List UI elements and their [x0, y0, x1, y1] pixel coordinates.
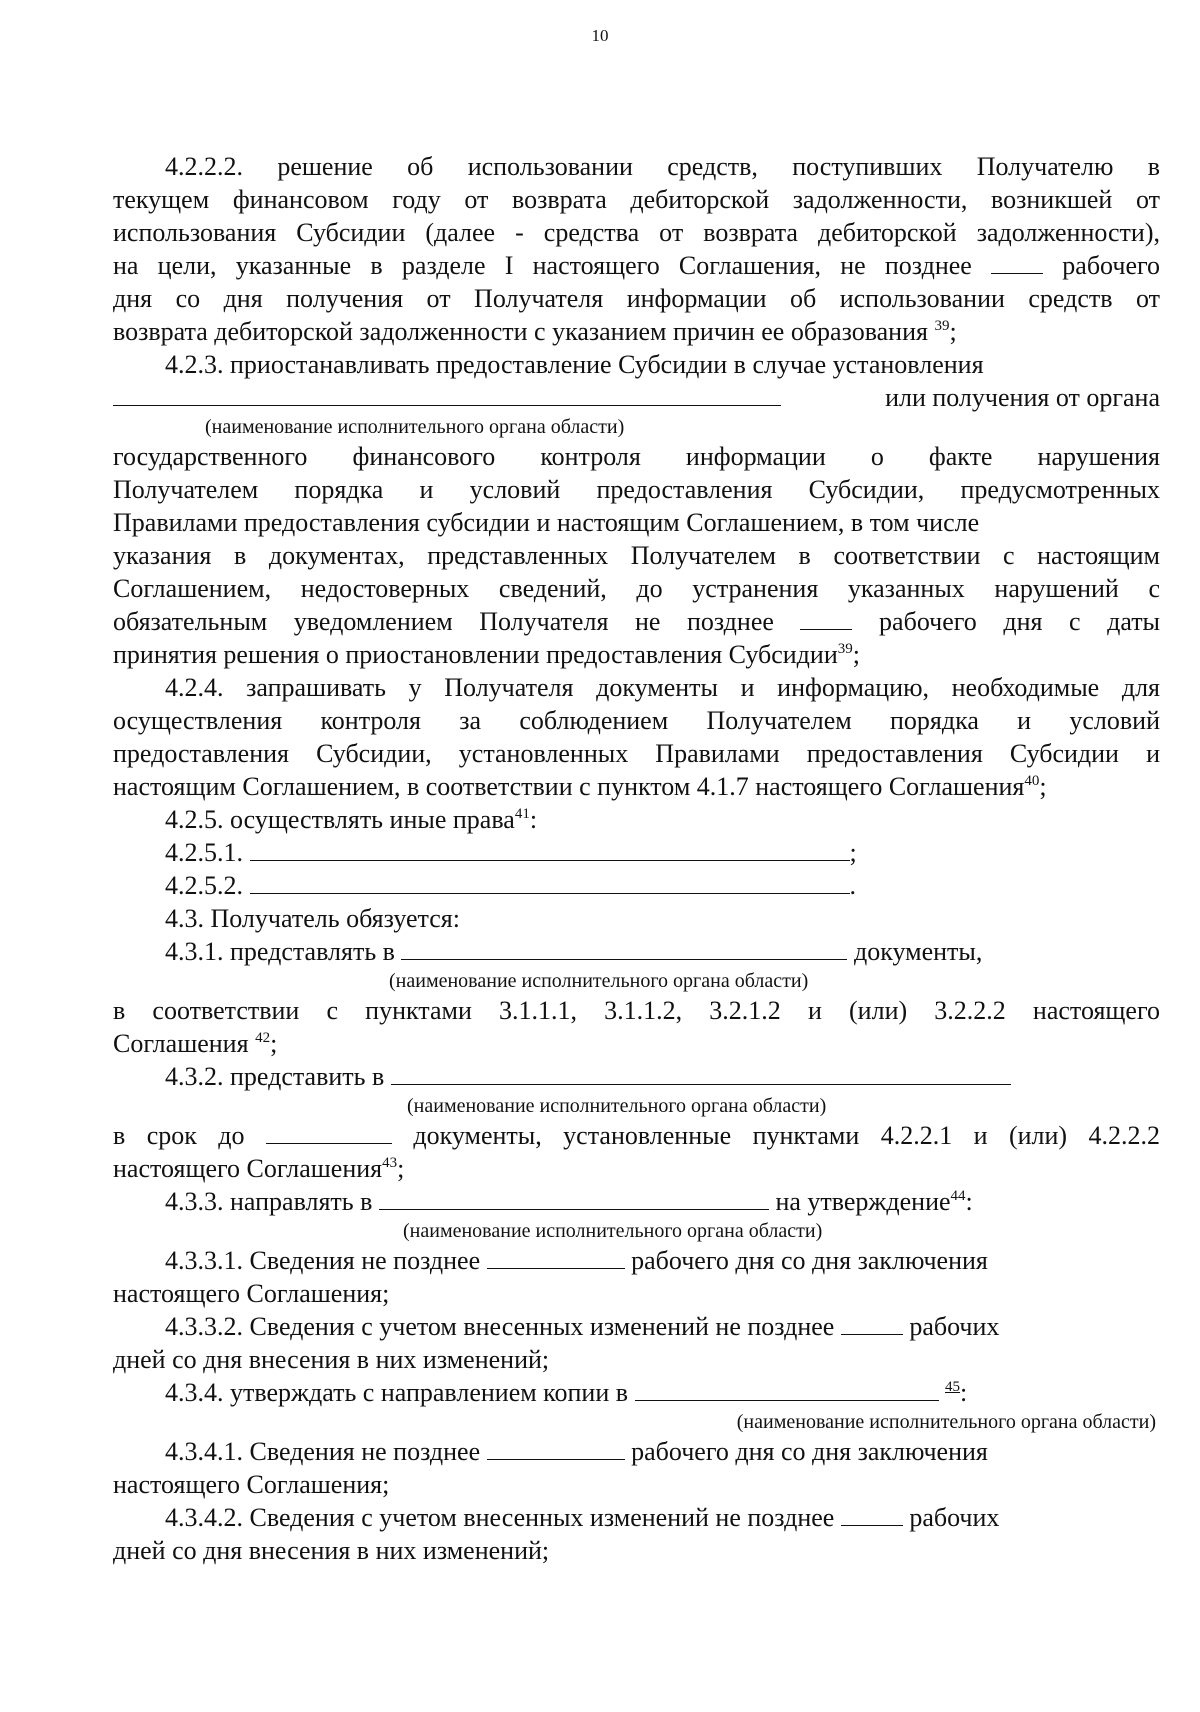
punctuation: ;	[949, 317, 957, 346]
clause-4-2-3	[113, 348, 1160, 671]
footnote-ref: 42	[255, 1030, 271, 1046]
text-segment: Соглашения	[113, 1029, 249, 1058]
text-line	[113, 249, 1160, 282]
blank-field	[250, 871, 850, 894]
document-body	[113, 150, 1160, 1567]
text-segment: рабочего	[1062, 251, 1161, 280]
text-segment: рабочего дня со дня заключения	[631, 1246, 988, 1275]
footnote-ref: 45	[945, 1379, 961, 1395]
field-caption: (наименование исполнительного органа области)	[205, 416, 625, 438]
text-line	[113, 1027, 1160, 1060]
text-segment: рабочего дня со дня заключения	[631, 1437, 988, 1466]
clause-4-3-3-2	[113, 1310, 1160, 1376]
text-line	[113, 1435, 1160, 1468]
footnote-ref: 41	[514, 806, 530, 822]
clause-4-3: 4.3. Получатель обязуется:	[165, 904, 460, 933]
clause-4-2-5-1	[113, 836, 1160, 869]
text-segment: 4.3.2. представить в	[165, 1062, 385, 1091]
text-segment: 4.3.4. утверждать с направлением копии в	[165, 1378, 629, 1407]
text-line	[113, 1501, 1160, 1534]
text-line: 4.2.2.2. решение об использовании средств, поступивших Получателю в	[165, 152, 1160, 181]
blank-field	[266, 1121, 392, 1144]
text-line	[113, 1185, 1160, 1218]
field-caption: (наименование исполнительного органа области)	[389, 970, 809, 992]
punctuation: .	[849, 871, 856, 900]
text-line: 4.2.4. запрашивать у Получателя документы и информацию, необходимые для	[165, 673, 1160, 702]
text-line	[113, 1060, 1160, 1093]
text-segment: 4.3.4.1. Сведения не позднее	[165, 1437, 481, 1466]
field-caption: (наименование исполнительного органа области)	[736, 1411, 1156, 1433]
text-line: Правилами предоставления субсидии и настоящим Соглашением, в том числе	[113, 508, 980, 537]
clause-4-3-4	[113, 1376, 1160, 1435]
text-segment: рабочих	[909, 1312, 1000, 1341]
punctuation: ;	[270, 1029, 278, 1058]
text-line	[113, 315, 1160, 348]
text-line: указания в документах, представленных Получателем в соответствии с настоящим	[113, 541, 1160, 570]
clause-4-3-1	[113, 935, 1160, 1060]
blank-field	[401, 937, 847, 960]
text-line: текущем финансовом году от возврата дебиторской задолженности, возникшей от	[113, 185, 1160, 214]
field-caption: (наименование исполнительного органа области)	[403, 1220, 823, 1242]
text-segment: 4.3.3.1. Сведения не позднее	[165, 1246, 481, 1275]
blank-field	[379, 1187, 769, 1210]
blank-field	[841, 1503, 903, 1526]
text-segment: 4.2.5. осуществлять иные права	[165, 805, 515, 834]
clause-4-2-5	[113, 803, 1160, 836]
field-caption: (наименование исполнительного органа области)	[407, 1095, 827, 1117]
text-segment: рабочего дня с даты	[879, 607, 1161, 636]
blank-field	[113, 383, 781, 406]
clause-4-3-4-2	[113, 1501, 1160, 1567]
clause-4-2-4	[113, 671, 1160, 803]
punctuation: ;	[852, 640, 860, 669]
text-segment: настоящим Соглашением, в соответствии с пунктом 4.1.7 настоящего Соглашения	[113, 772, 1025, 801]
clause-4-3-3	[113, 1185, 1160, 1244]
clause-4-3-2	[113, 1060, 1160, 1185]
text-line: осуществления контроля за соблюдением Получателем порядка и условий	[113, 706, 1160, 735]
text-line	[113, 1244, 1160, 1277]
punctuation: :	[960, 1378, 968, 1407]
clause-4-3-4-1	[113, 1435, 1160, 1501]
clause-4-2-5-2	[113, 869, 1160, 902]
footnote-ref: 39	[934, 318, 950, 334]
text-segment: 4.3.1. представлять в	[165, 937, 395, 966]
text-line	[113, 1119, 1160, 1152]
text-segment: рабочих	[909, 1503, 1000, 1532]
blank-field	[391, 1062, 1011, 1085]
text-line	[113, 770, 1160, 803]
text-segment: документы, установленные пунктами 4.2.2.1 и (или) 4.2.2.2	[413, 1121, 1160, 1150]
text-segment: документы,	[853, 937, 983, 966]
blank-field	[250, 838, 850, 861]
text-line: настоящего Соглашения;	[113, 1470, 390, 1499]
text-segment: 4.3.4.2. Сведения с учетом внесенных изменений не позднее	[165, 1503, 835, 1532]
text-line: предоставления Субсидии, установленных Правилами предоставления Субсидии и	[113, 739, 1160, 768]
text-line	[113, 935, 1160, 968]
punctuation: ;	[849, 838, 857, 867]
footnote-ref: 40	[1024, 773, 1040, 789]
text-line: Получателем порядка и условий предоставления Субсидии, предусмотренных	[113, 475, 1160, 504]
footnote-ref: 44	[950, 1188, 966, 1204]
punctuation: :	[965, 1187, 973, 1216]
text-segment: настоящего Соглашения	[113, 1154, 383, 1183]
text-line: дней со дня внесения в них изменений;	[113, 1345, 550, 1374]
text-segment: 4.2.5.1.	[165, 838, 243, 867]
text-line: дней со дня внесения в них изменений;	[113, 1536, 550, 1565]
text-line	[113, 1376, 1160, 1409]
text-segment: на утверждение	[775, 1187, 951, 1216]
text-segment: или получения от органа	[885, 383, 1160, 412]
text-line	[113, 638, 1160, 671]
punctuation: :	[529, 805, 538, 834]
text-line: настоящего Соглашения;	[113, 1279, 390, 1308]
text-line: государственного финансового контроля информации о факте нарушения	[113, 442, 1160, 471]
footnote-ref: 39	[837, 641, 853, 657]
text-line: дня со дня получения от Получателя информации об использовании средств от	[113, 284, 1160, 313]
page-number: 10	[591, 26, 609, 45]
clause-4-3-3-1	[113, 1244, 1160, 1310]
text-line: в соответствии с пунктами 3.1.1.1, 3.1.1.2, 3.2.1.2 и (или) 3.2.2.2 настоящего	[113, 996, 1160, 1025]
text-line: использования Субсидии (далее - средства от возврата дебиторской задолженности),	[113, 218, 1160, 247]
text-segment: 4.2.5.2.	[165, 871, 243, 900]
text-segment: на цели, указанные в разделе I настоящего Соглашения, не позднее	[113, 251, 972, 280]
blank-field	[841, 1312, 903, 1335]
text-segment: обязательным уведомлением Получателя не позднее	[113, 607, 774, 636]
blank-field	[800, 607, 852, 630]
text-line: 4.2.3. приостанавливать предоставление Субсидии в случае установления	[165, 350, 984, 379]
text-line	[113, 1310, 1160, 1343]
text-segment: в срок до	[113, 1121, 245, 1150]
text-line	[113, 1152, 1160, 1185]
clause-4-2-2-2	[113, 150, 1160, 348]
blank-field	[487, 1437, 625, 1460]
text-segment: 4.3.3.2. Сведения с учетом внесенных изменений не позднее	[165, 1312, 835, 1341]
text-line	[113, 605, 1160, 638]
text-line	[113, 381, 1160, 414]
text-segment: возврата дебиторской задолженности с указанием причин ее образования	[113, 317, 928, 346]
punctuation: ;	[397, 1154, 405, 1183]
text-segment: принятия решения о приостановлении предоставления Субсидии	[113, 640, 838, 669]
blank-field	[635, 1378, 939, 1401]
punctuation: ;	[1039, 772, 1047, 801]
blank-field	[487, 1246, 625, 1269]
footnote-ref: 43	[382, 1155, 398, 1171]
text-line: Соглашением, недостоверных сведений, до устранения указанных нарушений с	[113, 574, 1160, 603]
blank-field	[991, 251, 1043, 274]
text-segment: 4.3.3. направлять в	[165, 1187, 373, 1216]
